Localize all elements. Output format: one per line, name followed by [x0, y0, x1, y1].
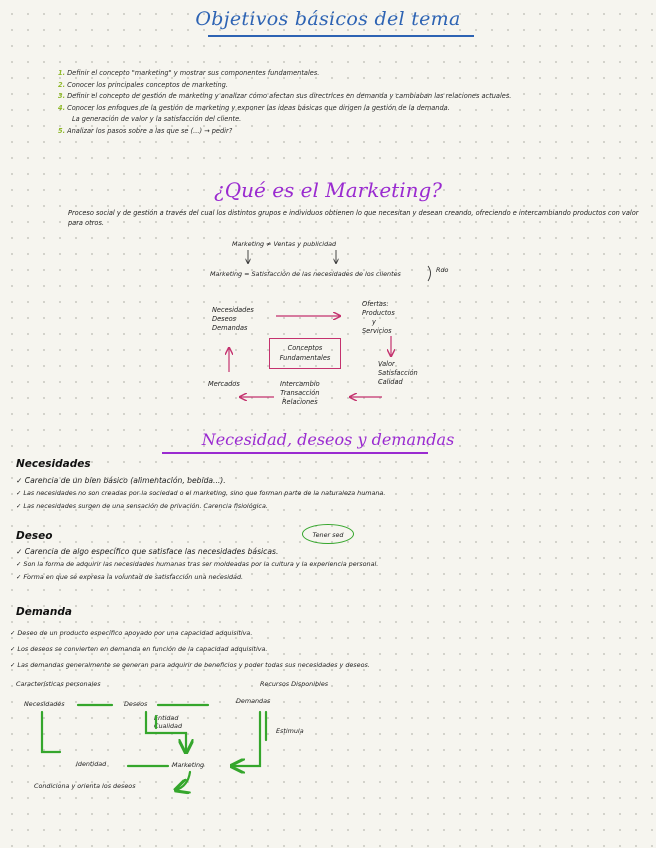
demand-subheading: Demanda [16, 606, 72, 618]
objective-item: 2. Conocer los principales conceptos de marketing. [58, 80, 228, 89]
cycle-arrows [229, 316, 391, 397]
objective-item: La generación de valor y la satisfacción del cliente. [72, 115, 242, 124]
section-needs-heading: Necesidad, deseos y demandas [201, 430, 455, 449]
cycle-exchange: Intercambio Transacción Relaciones [280, 380, 320, 406]
flow-estimula: Estimula [276, 727, 304, 735]
formula-tag: Rdo [436, 266, 449, 274]
objective-item: 5. Analizar los pasos sobre a las que se (...) → pedir? [58, 126, 233, 135]
marketing-definition: Proceso social y de gestión a través del cual los distintos grupos e individuos obtienen lo que necesitan y desean creando, ofreciendo e intercambiando productos con valor para otros. [68, 209, 639, 227]
formula-not-sales: Marketing ≠ Ventas y publicidad [232, 240, 337, 248]
flow-resources-label: Recursos Disponibles [260, 680, 329, 688]
formula-arrows [248, 250, 431, 281]
page-title: Objetivos básicos del tema [195, 8, 461, 30]
list-item: ✓ Forma en que se expresa la voluntad de satisfacción una necesidad. [16, 573, 244, 581]
objective-item: 4. Conocer los enfoques de la gestión de marketing y exponer las ideas básicas que dirigen la gestión de la demanda. [58, 103, 450, 112]
list-item: ✓ Las demandas generalmente se generan para adquirir de beneficios y poder todas sus necesidades y deseos. [10, 661, 370, 669]
cycle-value: Valor Satisfacción Calidad [378, 360, 418, 386]
flow-bottom-note: Condiciona y orienta los deseos [34, 782, 136, 790]
cycle-offers: Ofertas: Productos y Servicios [362, 300, 395, 335]
objective-item: 3. Definir el concepto de gestión de marketing y analizar cómo afectan sus directrices en demanda y cambiaban las relaciones actuales. [58, 92, 512, 101]
list-item: ✓ Son la forma de adquirir las necesidades humanas tras ser moldeadas por la cultura y la experiencia personal. [16, 560, 379, 568]
flow-necesidades: Necesidades [24, 700, 65, 708]
wants-subheading: Deseo [16, 530, 53, 542]
flow-entidad: Entidad Cualidad [154, 714, 183, 730]
flow-arrows [42, 705, 266, 790]
objective-item: 1. Definir el concepto "marketing" y mostrar sus componentes fundamentales. [58, 69, 320, 77]
list-item: ✓ Deseo de un producto específico apoyado por una capacidad adquisitiva. [10, 629, 253, 637]
list-item: ✓ Los deseos se convierten en demanda en función de la capacidad adquisitiva. [10, 645, 268, 653]
flow-personal-label: Características personales [16, 680, 101, 688]
cycle-center-box: Conceptos Fundamentales [269, 338, 341, 369]
list-item: ✓ Carencia de algo específico que satisface las necesidades básicas. [16, 547, 279, 556]
list-item: ✓ Las necesidades surgen de una sensación de privación. Carencia fisiológica. [16, 502, 268, 510]
needs-subheading: Necesidades [16, 458, 91, 470]
list-item: ✓ Las necesidades no son creadas por la sociedad o el marketing, sino que forman parte de la naturaleza humana. [16, 489, 386, 497]
flow-marketing: Marketing [172, 761, 205, 769]
marketing-heading: ¿Qué es el Marketing? [214, 178, 442, 202]
list-item: ✓ Carencia de un bien básico (alimentación, bebida...). [16, 476, 226, 485]
cycle-markets: Mercados [208, 380, 240, 388]
cycle-needs: Necesidades Deseos Demandas [212, 306, 254, 332]
flow-deseos: Deseos [124, 700, 148, 708]
formula-satisfaction: Marketing = Satisfacción de las necesidades de los clientes [210, 270, 401, 278]
thirst-bubble: Tener sed [302, 524, 354, 544]
flow-demandas: Demandas [236, 697, 271, 705]
flow-identidad: Identidad [76, 760, 107, 768]
